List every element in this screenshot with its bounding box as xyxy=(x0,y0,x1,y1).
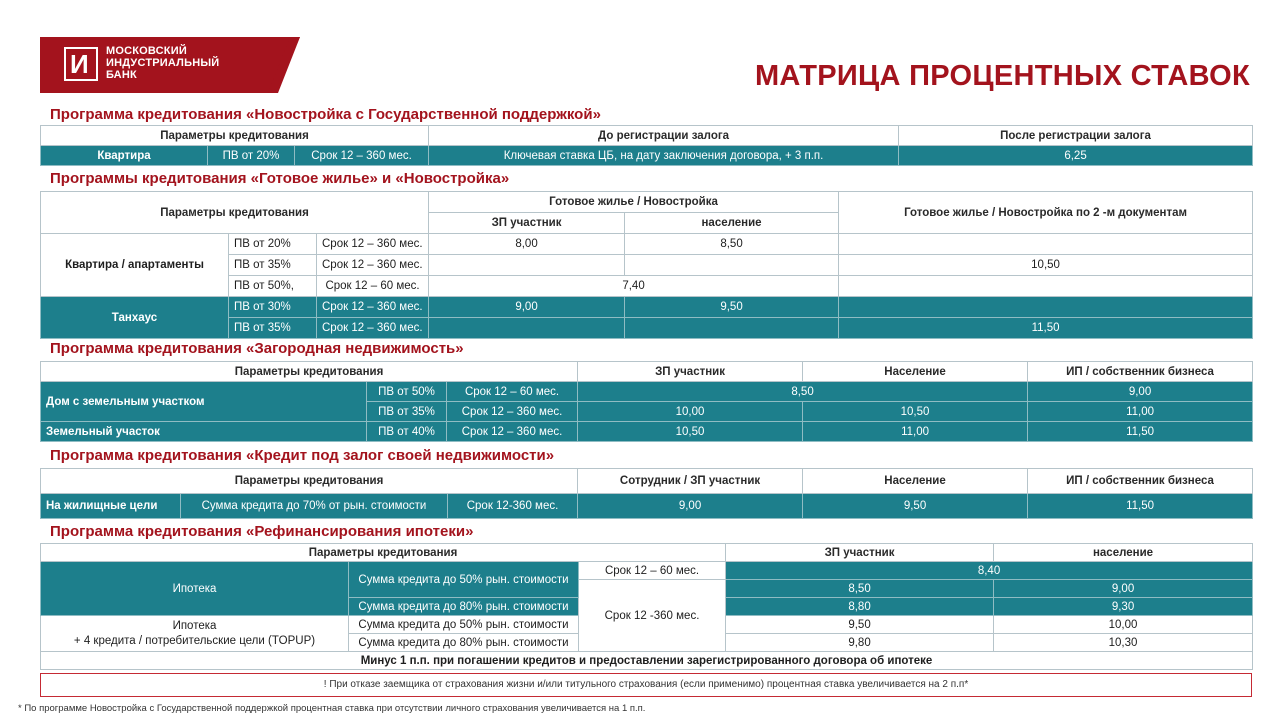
pv-cell: ПВ от 50% xyxy=(367,382,447,402)
rate-empty-cell xyxy=(429,255,625,276)
pv-cell: ПВ от 35% xyxy=(229,255,317,276)
pv-cell: ПВ от 20% xyxy=(208,146,295,166)
row-label-mortgage: Ипотека xyxy=(41,562,349,616)
header-zp: ЗП участник xyxy=(578,362,803,382)
rate-zp-cell: 8,00 xyxy=(429,234,625,255)
row-label-apartment: Квартира / апартаменты xyxy=(41,234,229,297)
rate-pop-cell: 9,50 xyxy=(625,297,839,318)
term-cell: Срок 12 – 360 мес. xyxy=(317,234,429,255)
rate-pop-cell: 10,50 xyxy=(803,402,1028,422)
rate-pop-cell: 9,50 xyxy=(803,494,1028,519)
section-title-ready-housing: Программы кредитования «Готовое жилье» и «Новостройка» xyxy=(50,170,510,187)
topup-label-line-1: Ипотека xyxy=(172,619,217,632)
header-after-registration: После регистрации залога xyxy=(899,126,1253,146)
header-zp: ЗП участник xyxy=(726,544,994,562)
section-title-refinancing: Программа кредитования «Рефинансирования ипотеки» xyxy=(50,523,474,540)
pv-cell: ПВ от 35% xyxy=(367,402,447,422)
rate-before-cell: Ключевая ставка ЦБ, на дату заключения договора, + 3 п.п. xyxy=(429,146,899,166)
pv-cell: ПВ от 30% xyxy=(229,297,317,318)
pv-cell: ПВ от 40% xyxy=(367,422,447,442)
sum-cell: Сумма кредита до 70% от рын. стоимости xyxy=(181,494,448,519)
term-cell: Срок 12 – 360 мес. xyxy=(317,255,429,276)
rate-zp-cell: 8,80 xyxy=(726,598,994,616)
row-label-housing-purposes: На жилищные цели xyxy=(41,494,181,519)
logo-line-1: МОСКОВСКИЙ xyxy=(106,45,187,57)
rate-zp-cell: 10,50 xyxy=(578,422,803,442)
rate-zp-cell: 10,00 xyxy=(578,402,803,422)
logo-text xyxy=(106,45,219,81)
rate-zp-cell: 9,00 xyxy=(429,297,625,318)
table-refinancing xyxy=(40,543,1253,670)
row-label-land: Земельный участок xyxy=(41,422,367,442)
term-cell: Срок 12 – 60 мес. xyxy=(579,562,726,580)
rate-ip-cell: 11,50 xyxy=(1028,422,1253,442)
header-params: Параметры кредитования xyxy=(41,192,429,234)
header-employee: Сотрудник / ЗП участник xyxy=(578,469,803,494)
table-ready-housing xyxy=(40,191,1253,339)
rate-empty-cell xyxy=(429,318,625,339)
table-country-property xyxy=(40,361,1253,442)
header-params: Параметры кредитования xyxy=(41,469,578,494)
rate-zp-cell: 9,50 xyxy=(726,616,994,634)
rate-empty-cell xyxy=(625,255,839,276)
pv-cell: ПВ от 20% xyxy=(229,234,317,255)
header-population: население xyxy=(994,544,1253,562)
rate-empty-cell xyxy=(839,297,1253,318)
rate-ip-cell: 9,00 xyxy=(1028,382,1253,402)
rate-empty-cell xyxy=(625,318,839,339)
table-secured-loan xyxy=(40,468,1253,519)
rate-pop-cell: 8,50 xyxy=(625,234,839,255)
sum-cell: Сумма кредита до 50% рын. стоимости xyxy=(349,562,579,598)
header-ip: ИП / собственник бизнеса xyxy=(1028,362,1253,382)
header-params: Параметры кредитования xyxy=(41,126,429,146)
term-cell: Срок 12 – 60 мес. xyxy=(447,382,578,402)
rate-ip-cell: 11,00 xyxy=(1028,402,1253,422)
rate-empty-cell xyxy=(839,234,1253,255)
rate-pop-cell: 9,00 xyxy=(994,580,1253,598)
rate-merged-cell: 8,50 xyxy=(578,382,1028,402)
row-label-townhouse: Танхаус xyxy=(41,297,229,339)
rate-two-docs-cell: 11,50 xyxy=(839,318,1253,339)
refinancing-note: Минус 1 п.п. при погашении кредитов и предоставлении зарегистрированного договора об ипотеке xyxy=(41,652,1253,670)
table-gov-support xyxy=(40,125,1253,166)
header-zp: ЗП участник xyxy=(429,213,625,234)
rate-pop-cell: 9,30 xyxy=(994,598,1253,616)
rate-empty-cell xyxy=(839,276,1253,297)
header-before-registration: До регистрации залога xyxy=(429,126,899,146)
sum-cell: Сумма кредита до 80% рын. стоимости xyxy=(349,598,579,616)
rate-two-docs-cell: 10,50 xyxy=(839,255,1253,276)
header-population: Население xyxy=(803,362,1028,382)
rate-zp-cell: 9,80 xyxy=(726,634,994,652)
rate-merged-cell: 7,40 xyxy=(429,276,839,297)
section-title-gov-support: Программа кредитования «Новостройка с Государственной поддержкой» xyxy=(50,106,601,123)
term-cell: Срок 12 – 360 мес. xyxy=(295,146,429,166)
rate-pop-cell: 11,00 xyxy=(803,422,1028,442)
logo-line-3: БАНК xyxy=(106,69,137,81)
row-label-house: Дом с земельным участком xyxy=(41,382,367,422)
term-cell: Срок 12 – 360 мес. xyxy=(447,422,578,442)
header-params: Параметры кредитования xyxy=(41,362,578,382)
header-population: население xyxy=(625,213,839,234)
rate-employee-cell: 9,00 xyxy=(578,494,803,519)
sum-cell: Сумма кредита до 50% рын. стоимости xyxy=(349,616,579,634)
rate-merged-cell: 8,40 xyxy=(726,562,1253,580)
header-two-docs: Готовое жилье / Новостройка по 2 -м документам xyxy=(839,192,1253,234)
section-title-secured-loan: Программа кредитования «Кредит под залог своей недвижимости» xyxy=(50,447,555,464)
insurance-warning: ! При отказе заемщика от страхования жизни и/или титульного страхования (если применимо) процентная ставка увеличивается на 2 п.п* xyxy=(40,673,1252,697)
pv-cell: ПВ от 50%, xyxy=(229,276,317,297)
term-cell: Срок 12 – 360 мес. xyxy=(447,402,578,422)
term-cell: Срок 12 -360 мес. xyxy=(579,580,726,652)
header-ip: ИП / собственник бизнеса xyxy=(1028,469,1253,494)
logo-mark-icon: И xyxy=(64,47,98,81)
term-cell: Срок 12 – 360 мес. xyxy=(317,297,429,318)
row-label-topup xyxy=(41,616,349,652)
logo-line-2: ИНДУСТРИАЛЬНЫЙ xyxy=(106,57,220,69)
bank-logo xyxy=(40,37,300,93)
section-title-country-property: Программа кредитования «Загородная недвижимость» xyxy=(50,340,464,357)
topup-label-line-2: + 4 кредита / потребительские цели (TOPUP) xyxy=(73,634,316,647)
term-cell: Срок 12-360 мес. xyxy=(448,494,578,519)
pv-cell: ПВ от 35% xyxy=(229,318,317,339)
header-ready-new: Готовое жилье / Новостройка xyxy=(429,192,839,213)
sum-cell: Сумма кредита до 80% рын. стоимости xyxy=(349,634,579,652)
header-params: Параметры кредитования xyxy=(41,544,726,562)
header-population: Население xyxy=(803,469,1028,494)
rate-pop-cell: 10,30 xyxy=(994,634,1253,652)
term-cell: Срок 12 – 60 мес. xyxy=(317,276,429,297)
term-cell: Срок 12 – 360 мес. xyxy=(317,318,429,339)
page-title: МАТРИЦА ПРОЦЕНТНЫХ СТАВОК xyxy=(754,60,1250,92)
footnote: * По программе Новостройка с Государственной поддержкой процентная ставка при отсутствии личного страхования увеличивается на 1 п.п. xyxy=(18,703,646,714)
row-label-apartment: Квартира xyxy=(41,146,208,166)
rate-ip-cell: 11,50 xyxy=(1028,494,1253,519)
rate-after-cell: 6,25 xyxy=(899,146,1253,166)
rate-pop-cell: 10,00 xyxy=(994,616,1253,634)
rate-zp-cell: 8,50 xyxy=(726,580,994,598)
